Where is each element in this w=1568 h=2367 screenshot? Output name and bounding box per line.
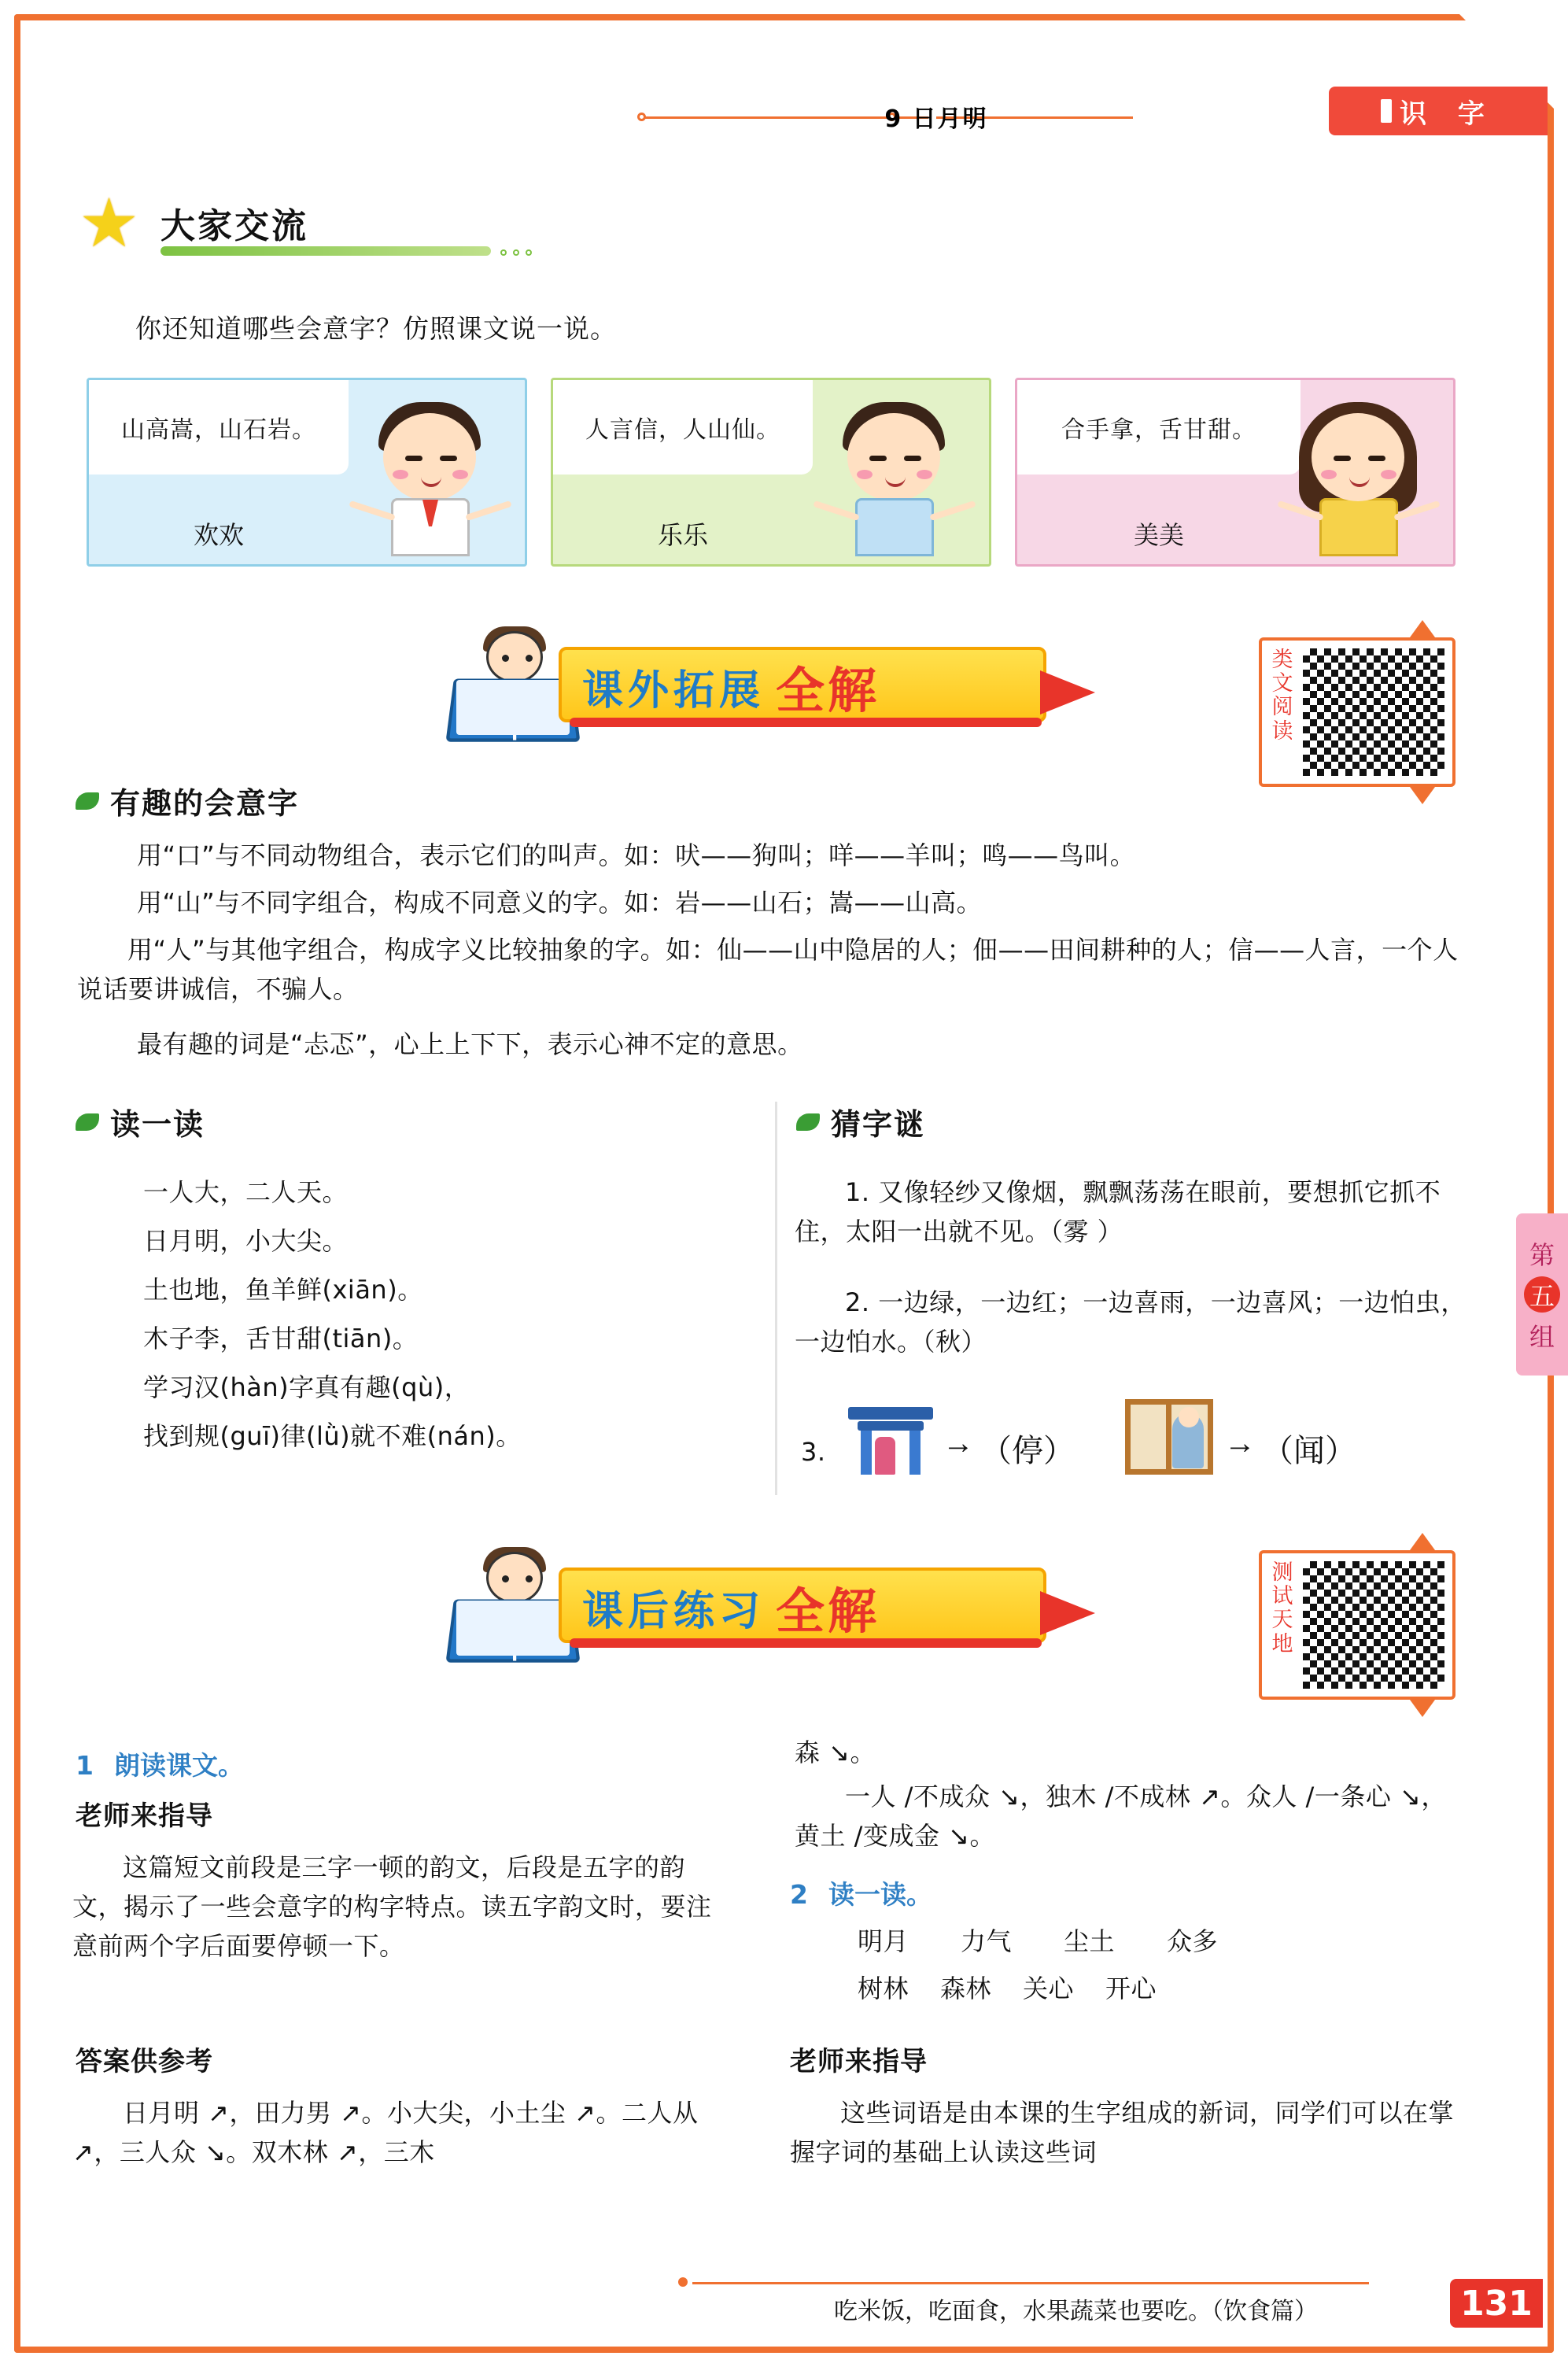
unit-tab [1329, 87, 1548, 135]
qr-box[interactable] [1259, 637, 1455, 787]
fun-paragraph-2: 用“山”与不同字组合，构成不同意义的字。如：岩——山石；嵩——山高。 [137, 888, 983, 918]
side-tab-top: 第 [1529, 1240, 1555, 1270]
qr-notch-top-icon [1410, 1533, 1435, 1550]
word-cell: 森林 [940, 1974, 992, 2003]
card-name: 美美 [1133, 520, 1184, 550]
word-cell: 力气 [961, 1926, 1013, 1956]
gate-pictograph-icon [848, 1402, 933, 1475]
banner-extended-reading [441, 630, 1117, 748]
window-pictograph-icon [1125, 1399, 1213, 1475]
word-row [858, 1922, 1218, 1961]
page-border-right [1548, 14, 1554, 2353]
banner-after-class-practice [441, 1550, 1117, 1668]
read-line-2: 日月明，小大尖。 [143, 1226, 349, 1256]
answer-reference-label: 答案供参考 [76, 2046, 213, 2077]
exercise-2-title: 读一读。 [828, 1879, 932, 1910]
discuss-card [1015, 378, 1455, 567]
discuss-heading-label: 大家交流 [160, 206, 308, 246]
qr-notch-bottom-icon [1410, 1700, 1435, 1717]
discuss-heading [79, 186, 519, 264]
word-cell: 明月 [858, 1926, 909, 1956]
riddle-answer-2: （闻） [1262, 1433, 1356, 1469]
banner-arrow-icon [1040, 1591, 1095, 1635]
heading-read-aloud [76, 1100, 205, 1143]
heading-underline [160, 246, 491, 256]
teacher-guide-text-left: 这篇短文前段是三字一顿的韵文，后段是五字的韵文，揭示了一些会意字的构字特点。读五字韵文时，要注意前两个字后面要停顿一下。 [72, 1852, 712, 1961]
word-cell: 树林 [858, 1974, 909, 2003]
side-tab-number: 五 [1524, 1276, 1560, 1313]
qr-test-field[interactable] [1259, 1550, 1455, 1700]
page-border-bottom [14, 2347, 1554, 2353]
riddle-arrow-1-icon: → [943, 1426, 974, 1460]
heading-character-riddle [796, 1100, 925, 1143]
unit-side-tab [1516, 1213, 1568, 1376]
teacher-guide-text-right: 这些词语是由本课的生字组成的新词，同学们可以在掌握字词的基础上认读这些词 [790, 2098, 1455, 2167]
qr-label: 测试天地 [1271, 1560, 1293, 1656]
qr-label: 类文阅读 [1271, 648, 1293, 744]
qr-code-image[interactable] [1303, 1561, 1444, 1689]
word-cell: 关心 [1023, 1974, 1075, 2003]
qr-box[interactable] [1259, 1550, 1455, 1700]
discuss-card [87, 378, 527, 567]
banner-text-red: 全解 [776, 661, 880, 719]
star-icon: ★ [79, 186, 140, 261]
banner-text-red: 全解 [776, 1582, 880, 1640]
leaf-bullet-icon [76, 792, 99, 810]
qr-notch-bottom-icon [1410, 787, 1435, 804]
riddle-answer-1: （停） [980, 1433, 1075, 1469]
heading-dots [500, 249, 532, 256]
qr-notch-top-icon [1410, 620, 1435, 637]
word-cell: 开心 [1105, 1974, 1157, 2003]
heading-character-riddle-label: 猜字谜 [831, 1107, 926, 1142]
read-line-3: 土也地，鱼羊鲜(xiān)。 [143, 1275, 423, 1305]
discuss-cards [79, 378, 1479, 574]
header-dot-left [637, 113, 646, 121]
footer-dot [678, 2277, 688, 2287]
fun-paragraph-3: 用“人”与其他字组合，构成字义比较抽象的字。如：仙——山中隐居的人；佃——田间耕种的人；信——人言，一个人说话要讲诚信，不骗人。 [77, 935, 1459, 1004]
teacher-guide-label-left: 老师来指导 [76, 1800, 213, 1832]
card-speech-text: 合手拿，舌甘甜。 [1017, 380, 1301, 475]
heading-read-aloud-label: 读一读 [110, 1107, 205, 1142]
riddle-item-3-number: 3. [801, 1437, 826, 1467]
read-line-1: 一人大，二人天。 [143, 1177, 349, 1207]
banner-text-blue: 课后练习 [582, 1587, 766, 1635]
fun-paragraph-1: 用“口”与不同动物组合，表示它们的叫声。如：吠——狗叫；咩——羊叫；鸣——鸟叫。 [137, 840, 1136, 870]
answer-reference-text: 日月明 ↗，田力男 ↗。小大尖，小土尘 ↗。二人从 ↗，三人众 ↘。双木林 ↗，三木 [72, 2098, 699, 2167]
read-line-6: 找到规(guī)律(lǜ)就不难(nán)。 [143, 1421, 522, 1451]
word-cell: 众多 [1167, 1926, 1219, 1956]
heading-fun-characters-label: 有趣的会意字 [110, 786, 300, 821]
footer-rule [692, 2282, 1369, 2284]
child-avatar-icon [811, 388, 976, 561]
unit-tab-label: 识 字 [1400, 98, 1496, 130]
banner-text-blue: 课外拓展 [582, 667, 766, 715]
answer-continuation: 森 ↘。 [795, 1737, 876, 1767]
fun-paragraph-4: 最有趣的词是“忐忑”，心上上下下，表示心神不定的意思。 [137, 1029, 803, 1059]
banner-arrow-icon [1040, 670, 1095, 715]
side-tab-bottom: 组 [1529, 1322, 1555, 1352]
exercise-2-header [790, 1874, 932, 1911]
card-name: 欢欢 [193, 520, 244, 550]
page-border-left [14, 14, 20, 2353]
exercise-2-number: 2 [790, 1879, 808, 1910]
teacher-guide-label-right: 老师来指导 [790, 2046, 928, 2077]
read-line-4: 木子李，舌甘甜(tiān)。 [143, 1324, 419, 1353]
page-title: 9 日月明 [884, 105, 988, 133]
exercise-1-title: 朗读课文。 [113, 1750, 244, 1781]
qr-code-image[interactable] [1303, 648, 1444, 776]
page-number: 131 [1450, 2279, 1543, 2328]
word-cell: 尘土 [1064, 1926, 1116, 1956]
child-avatar-icon [1275, 388, 1441, 561]
riddle-item-2: 2. 一边绿，一边红；一边喜雨，一边喜风；一边怕虫，一边怕水。（秋） [795, 1287, 1467, 1357]
banner-text [582, 1577, 1054, 1640]
footer-tip: 吃米饭，吃面食，水果蔬菜也要吃。（饮食篇） [834, 2298, 1318, 2325]
unit-tab-bar [1381, 99, 1392, 123]
exercise-1-header [76, 1745, 244, 1782]
leaf-bullet-icon [76, 1113, 99, 1131]
child-avatar-icon [347, 388, 512, 561]
leaf-bullet-icon [796, 1113, 820, 1131]
qr-extended-reading[interactable] [1259, 637, 1455, 787]
card-name: 乐乐 [657, 520, 708, 550]
heading-fun-characters [76, 779, 299, 822]
read-line-5: 学习汉(hàn)字真有趣(qù)， [143, 1372, 470, 1402]
riddle-item-1: 1. 又像轻纱又像烟，飘飘荡荡在眼前，要想抓它抓不住，太阳一出就不见。（雾 ） [795, 1177, 1441, 1246]
card-speech-text: 人言信，人山仙。 [553, 380, 813, 475]
discuss-card [551, 378, 991, 567]
banner-text [582, 656, 1054, 719]
column-divider [775, 1102, 777, 1495]
answer-continuation-2: 一人 /不成众 ↘，独木 /不成林 ↗。众人 /一条心 ↘，黄土 /变成金 ↘。 [795, 1782, 1447, 1851]
card-speech-text: 山高嵩，山石岩。 [89, 380, 349, 475]
word-row [858, 1969, 1157, 2008]
discuss-question: 你还知道哪些会意字？仿照课文说一说。 [135, 313, 617, 344]
exercise-1-number: 1 [76, 1750, 94, 1781]
riddle-arrow-2-icon: → [1224, 1426, 1256, 1460]
page-border-top [14, 14, 1554, 20]
